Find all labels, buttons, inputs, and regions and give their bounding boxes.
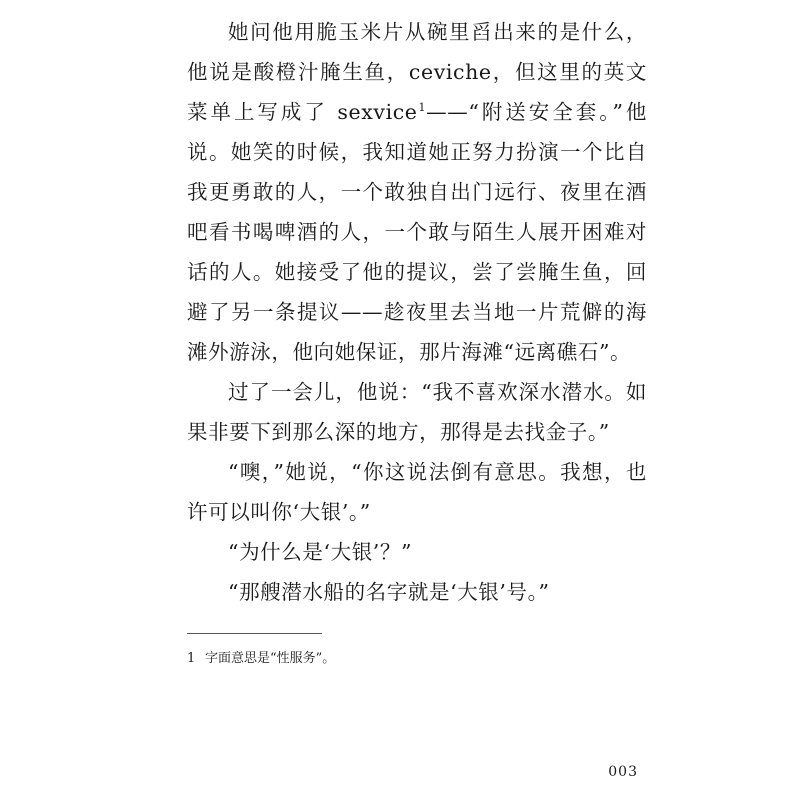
paragraph-4: “为什么是‘大银’？” <box>228 540 413 564</box>
paragraph-2: 过了一会儿，他说：“我不喜欢深水潜水。如果非要下到那么深的地方，那得是去找金子。” <box>187 380 647 444</box>
body-text <box>187 12 647 612</box>
paragraph-3: “噢，”她说，“你这说法倒有意思。我想，也许可以叫你‘大银’。” <box>187 460 647 524</box>
paragraph-1 <box>187 12 647 372</box>
paragraph-1-part-1: 她问他用脆玉米片从碗里舀出来的是什么，他说是酸橙汁腌生鱼，ceviche，但这里的英文菜单上写成了 sexvice <box>187 20 647 124</box>
page-number: 003 <box>608 764 638 780</box>
footnote <box>187 650 335 668</box>
paragraph-1-part-2: ——“附送安全套。”他说。她笑的时候，我知道她正努力扮演一个比自我更勇敢的人，一个敢独自出门远行、夜里在酒吧看书喝啤酒的人，一个敢与陌生人展开困难对话的人。她接受了他的提议，尝了尝腌生鱼，回避了另一条提议——趁夜里去当地一片荒僻的海滩外游泳，他向她保证，那片海滩“远离礁石”。 <box>187 100 647 364</box>
paragraph-5: “那艘潜水船的名字就是‘大银’号。” <box>228 580 550 604</box>
footnote-number: 1 <box>187 651 196 666</box>
footnote-reference[interactable]: 1 <box>418 101 427 115</box>
footnote-text: 字面意思是“性服务”。 <box>205 651 336 666</box>
footnote-divider <box>187 633 322 634</box>
